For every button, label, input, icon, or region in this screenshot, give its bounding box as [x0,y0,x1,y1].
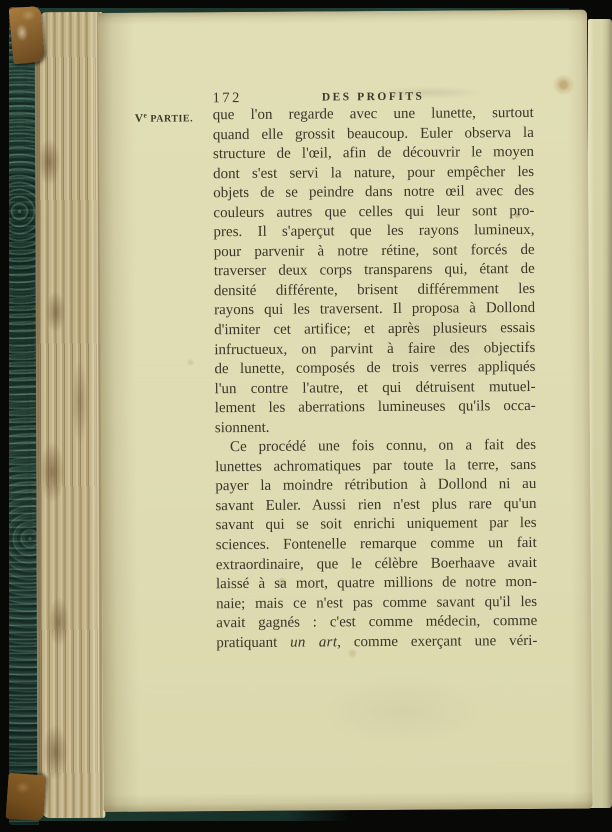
text-line: de lunette, composés de trois verres appliqués [214,359,536,378]
leather-corner-bottom-left [5,773,46,822]
text-line: Ce procédé une fois connu, on a fait des [229,437,537,456]
text-line: lunettes achromatiques par toute la terre, sans [215,456,537,476]
text-line: objets de se peindre dans notre œil avec des [213,183,535,202]
text-line: extraordinaire, que le célèbre Boerhaave avait [215,554,537,573]
text-line: pour parvenir à notre rétine, sont forcés de [213,241,535,261]
text-line: laissé à sa mort, quatre millions de notre mon- [215,574,538,593]
margin-note-superscript: e [143,110,148,120]
text-line: que l'on regarde avec une lunette, surtout [212,104,534,124]
text-line: couleurs autres que celles qui leur sont pro- [213,202,535,221]
text-line: savant Euler. Aussi rien n'est plus rare qu'un [215,495,537,515]
text-line: lement les aberrations lumineuses qu'ils occa- [214,398,536,417]
text-line: quand elle grossit beaucoup. Euler observa la [212,124,534,143]
text-line: pres. Il s'aperçut que les rayons lumineux, [213,222,535,241]
margin-note-partie [135,110,211,125]
text-line: rayons qui les traversent. Il proposa à Dollond [214,300,536,319]
body-text [213,104,538,654]
text-line: l'un contre l'autre, et qui détruisent mutuel- [214,378,536,397]
margin-note-prefix: V [134,112,144,125]
text-line: sciences. Fontenelle remarque comme un fait [215,534,537,554]
text-line: infructueux, on parvint à faire des objectifs [214,339,536,358]
book-page [98,10,593,812]
running-title: DES PROFITS [321,90,425,104]
text-line: structure de l'œil, afin de découvrir le moyen [212,144,535,163]
margin-note-rest: PARTIE. [150,113,194,125]
text-line: densité différente, brisent différemment les [213,280,535,300]
page-fore-edges [35,12,106,818]
text-line: avait gagnés : c'est comme médecin, comme [216,613,538,632]
text-line: dont s'est servi la nature, pour empêcher les [213,163,535,182]
text-line: traverser deux corps transparens qui, étant de [213,261,535,280]
text-line: payer la moindre rétribution à Dollond ni au [215,476,537,495]
page-number: 172 [212,89,242,107]
text-line: d'imiter cet artifice; et après plusieurs essais [214,319,536,339]
text-line: sionnent. [214,419,270,436]
text-line: naie; mais ce n'est pas comme savant qu'il les [216,593,538,612]
text-line: pratiquant un art, comme exerçant une véri- [216,632,538,651]
leather-corner-top-left [9,6,46,65]
text-line: savant qui se soit enrichi uniquement par les [215,515,537,534]
